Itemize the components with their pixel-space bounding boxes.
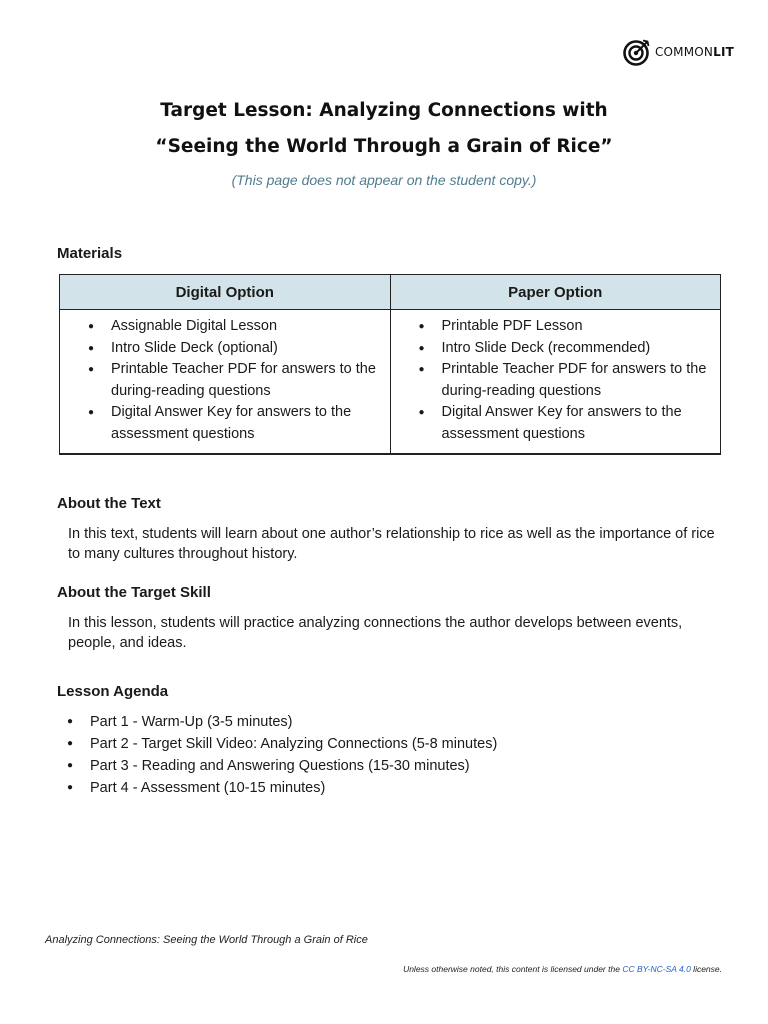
- paper-materials-list: [397, 316, 715, 445]
- page-title-line-1: Target Lesson: Analyzing Connections with: [160, 100, 608, 121]
- license-suffix: license.: [690, 964, 722, 974]
- agenda-item: ● Part 3 - Reading and Answering Questions (15-30 minutes): [60, 755, 497, 777]
- digital-materials-list: [66, 316, 384, 445]
- agenda-item: ● Part 1 - Warm-Up (3-5 minutes): [60, 711, 497, 733]
- about-skill-heading: About the Target Skill: [57, 584, 211, 601]
- about-text-body: In this text, students will learn about one author’s relationship to rice as well as the importance of rice to many cultures throughout history.: [68, 526, 715, 562]
- about-skill-body: In this lesson, students will practice analyzing connections the author develops between events, people, and ideas.: [68, 615, 683, 651]
- about-text-heading: About the Text: [57, 495, 161, 512]
- paper-option-header: Paper Option: [390, 275, 721, 310]
- digital-option-cell: [60, 310, 391, 455]
- lesson-agenda-list: [60, 711, 497, 799]
- list-item: ● Digital Answer Key for answers to the assessment questions: [66, 402, 384, 445]
- list-item: ● Assignable Digital Lesson: [66, 316, 384, 338]
- target-icon: [623, 38, 651, 66]
- page-title-line-2: “Seeing the World Through a Grain of Rice”: [155, 136, 613, 157]
- materials-table: [59, 274, 721, 455]
- commonlit-logo: [623, 38, 734, 66]
- materials-heading: Materials: [57, 245, 123, 262]
- agenda-item: ● Part 4 - Assessment (10-15 minutes): [60, 777, 497, 799]
- lesson-agenda-heading: Lesson Agenda: [57, 683, 169, 700]
- list-item: ● Intro Slide Deck (recommended): [397, 338, 715, 360]
- agenda-item: ● Part 2 - Target Skill Video: Analyzing Connections (5-8 minutes): [60, 733, 497, 755]
- list-item: ● Printable Teacher PDF for answers to the during-reading questions: [397, 359, 715, 402]
- license-notice: [403, 964, 722, 974]
- list-item: ● Intro Slide Deck (optional): [66, 338, 384, 360]
- list-item: ● Printable Teacher PDF for answers to the during-reading questions: [66, 359, 384, 402]
- footer-document-title: Analyzing Connections: Seeing the World Through a Grain of Rice: [45, 934, 368, 946]
- list-item: ● Digital Answer Key for answers to the assessment questions: [397, 402, 715, 445]
- digital-option-header: Digital Option: [60, 275, 391, 310]
- teacher-only-note: (This page does not appear on the student copy.): [231, 172, 537, 188]
- paper-option-cell: [390, 310, 721, 455]
- license-prefix: Unless otherwise noted, this content is licensed under the: [403, 964, 623, 974]
- list-item: ● Printable PDF Lesson: [397, 316, 715, 338]
- logo-wordmark: COMMONLIT: [654, 45, 734, 59]
- license-link[interactable]: CC BY-NC-SA 4.0: [622, 964, 691, 974]
